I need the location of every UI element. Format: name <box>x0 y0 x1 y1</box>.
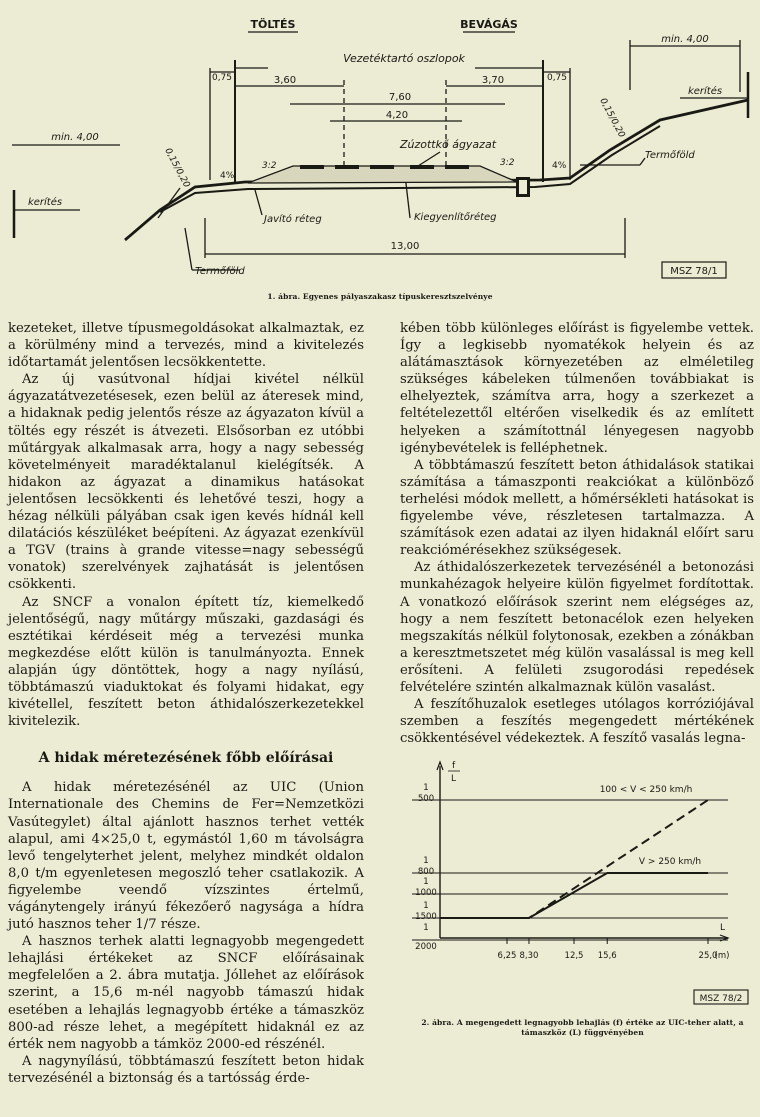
paragraph: Az új vasútvonal hídjai kivétel nélkül ágyazatátvezetésesek, ezen belül az áteresek mind, a hidaknak pedig jelentős része az ágyazaton kívül a töltés egy részét is átvezeti. Elsősorban ez utóbbi műtárgyak alkalmasak arra, hogy a nagy sebesség követelményeit maradéktalanul kielégítsék. A hidakon az ágyazat a dinamikus hatásokat jelentősen lecsökkenti és lehetővé teszi, hogy a hézag nélküli pályában csak igen kevés hídnál kell dilatációs készüléket beépíteni. Az ágyazat ezenkívül a TGV (trains à grande vitesse=nagy sebességű vonatok) szerelvények zajhatását is jelentősen csökkenti. <box>8 372 364 593</box>
paragraph: Az SNCF a vonalon épített tíz, kiemelkedő jelentőségű, nagy műtárgy műszaki, gazdasági és esztétikai kérdéseit még a tervezési munka megkezdése előtt külön is tanulmányozta. Ennek alapján úgy döntöttek, hogy a nagy nyílású, többtámaszú viaduktokat és folyami hidakat, egy kivétellel, feszített beton áthidalószerkezetekkel kivitelezik. <box>8 594 364 730</box>
series-label-1: 100 < V < 250 km/h <box>599 785 693 795</box>
fig1-pct-left: 4% <box>220 171 235 181</box>
fig1-msz: MSZ 78/1 <box>670 266 718 277</box>
fig1-toltes: TÖLTÉS <box>250 18 296 31</box>
fig1-termofold-left: Termőföld <box>195 266 245 277</box>
y-tick-label-den: 1500 <box>415 912 437 922</box>
paragraph: A hidak méretezésénél az UIC (Union Internationale des Chemins de Fer=Nemzetközi Vasútegylet) által ajánlott hasznos terhet vették alapul, ami 4×25,0 t, egymástól 1,60 m távolságra levő tengelyterhet jelent, melyhez mindkét oldalon 8,0 t/m egyenletesen megoszló teher csatlakozik. A figyelembe veendő vízszintes értelmű, vágánytengely irányú fékezőerő nagysága a hídra jutó hasznos teher 1/7 része. <box>8 780 364 933</box>
x-tick-label: 25,0 <box>698 951 718 961</box>
fig1-ratio-left: 3:2 <box>262 161 277 171</box>
fig1-min400-left: min. 4,00 <box>51 132 99 143</box>
y-tick-label-num: 1 <box>423 856 429 866</box>
fig1-d1300: 13,00 <box>390 241 420 252</box>
x-tick-label: 15,6 <box>597 951 617 961</box>
fig1-slope-left: 0,15/0,20 <box>162 146 192 190</box>
y-tick-label-den: 1000 <box>415 888 437 898</box>
paragraph: A feszítőhuzalok esetleges utólagos korróziójával szemben a feszítés megengedett mértékének csökkentésével védekeztek. A feszítő vasalás legna- <box>400 697 754 747</box>
y-tick-label-den: 2000 <box>415 942 437 952</box>
fig1-d420: 4,20 <box>385 110 409 121</box>
paragraph: kezeteket, illetve típusmegoldásokat alkalmaztak, ez a körülmény mind a tervezés, mind a kivitelezés időtartamát jelentősen lecsökkentette. <box>8 321 364 371</box>
y-axis-label-num: f <box>452 761 456 771</box>
figure-1-cross-section <box>0 0 760 290</box>
fig1-d075a: 0,75 <box>211 73 233 83</box>
msz-label: MSZ 78/2 <box>699 994 743 1004</box>
y-tick-label-num: 1 <box>423 923 429 933</box>
paragraph: A nagynyílású, többtámaszú feszített beton hidak tervezésénél a biztonság és a tartósság érde- <box>8 1053 364 1086</box>
paragraph: Az áthidalószerkezetek tervezésénél a betonozási munkahézagok helyeire külön figyelmet fordítottak. A vonatkozó előírások szerint nem elégséges az, hogy a nem feszített betonacélok ezen helyeken megszakítás nélkül folytonosak, ezekben a zónákban a keresztmetszetet még külön vasalással is meg kell erősíteni. A felületi zsugorodási repedések felvételére szintén alkalmaznak külön vasalást. <box>400 560 754 695</box>
y-axis-label-den: L <box>451 774 457 784</box>
x-tick-label: 6,25 <box>497 951 517 961</box>
y-tick-label-num: 1 <box>423 783 429 793</box>
x-tick-label: 12,5 <box>564 951 584 961</box>
figure-2-chart <box>398 758 758 1018</box>
fig1-javito: Javító réteg <box>264 214 322 225</box>
figure-2-caption: 2. ábra. A megengedett legnagyobb lehajlás (f) értéke az UIC-teher alatt, a támaszköz (L) függvényében <box>421 1018 744 1037</box>
fig1-oszlopok: Vezetéktartó oszlopok <box>343 52 465 65</box>
paragraph: kében több különleges előírást is figyelembe vettek. Így a legkisebb nyomatékok helyein és az alátámasztások környezetében az elméletileg szükséges kábeleken túlmenően továbbiakat is elhelyeztek, számítva arra, hogy a szerkezet a feltételezettől eltérően viselkedik és az említett helyeken a számítottnál lényegesen nagyobb igénybevételek is felléphetnek. <box>400 321 754 456</box>
fig1-kerites-right: kerítés <box>687 86 723 97</box>
fig1-d760: 7,60 <box>388 92 412 103</box>
series-line-2 <box>440 873 708 918</box>
x-axis-unit: (m) <box>714 951 730 961</box>
y-tick-label-num: 1 <box>423 901 429 911</box>
fig1-bevagas: BEVÁGÁS <box>460 18 518 31</box>
y-tick-label-num: 1 <box>423 877 429 887</box>
series-label-2: V > 250 km/h <box>638 857 702 867</box>
fig1-termofold-right: Termőföld <box>645 150 695 161</box>
fig1-d360: 3,60 <box>273 75 297 86</box>
section-heading: A hidak méretezésének főbb előírásai <box>38 750 334 767</box>
x-axis-label: L <box>720 923 726 933</box>
fig1-min400-right: min. 4,00 <box>661 34 709 45</box>
fig1-zuzottko: Zúzottkő ágyazat <box>399 138 497 151</box>
paragraph: A többtámaszú feszített beton áthidalások statikai számítása a támaszponti reakciókat a különböző terhelési módok mellett, a hőmérsékleti hatásokat is figyelembe véve, részletesen tartalmazza. A számítások ezen adatai az ilyen hidaknál előírt saru reakciómérésekhez szükségesek. <box>400 457 754 559</box>
y-tick-label-den: 500 <box>417 794 435 804</box>
fig1-slope-right: 0,15/0,20 <box>597 96 627 140</box>
fig1-kiegyenlito: Kiegyenlítőréteg <box>414 212 497 223</box>
fig1-pct-right: 4% <box>552 161 567 171</box>
fig1-d075b: 0,75 <box>546 73 568 83</box>
figure-1-caption: 1. ábra. Egyenes pályaszakasz típuskeresztszelvénye <box>267 292 493 301</box>
fig1-ratio-right: 3:2 <box>500 158 515 168</box>
left-column <box>8 320 364 1087</box>
paragraph: A hasznos terhek alatti legnagyobb megengedett lehajlási értékeket az SNCF előírásainak megfelelően a 2. ábra mutatja. Jóllehet az előírások szerint, a 15,6 m-nél nagyobb támaszú hidak esetében a lehajlás legnagyobb értéke a támaszköz 800-ad része lehet, a megépített hidaknál ez az érték nem nagyobb a támköz 2000-ed részénél. <box>8 934 364 1052</box>
y-tick-label-den: 800 <box>417 867 435 877</box>
x-tick-label: 8,30 <box>519 951 539 961</box>
fig1-kerites-left: kerítés <box>27 197 63 208</box>
right-column <box>400 320 754 747</box>
fig1-d370: 3,70 <box>481 75 505 86</box>
